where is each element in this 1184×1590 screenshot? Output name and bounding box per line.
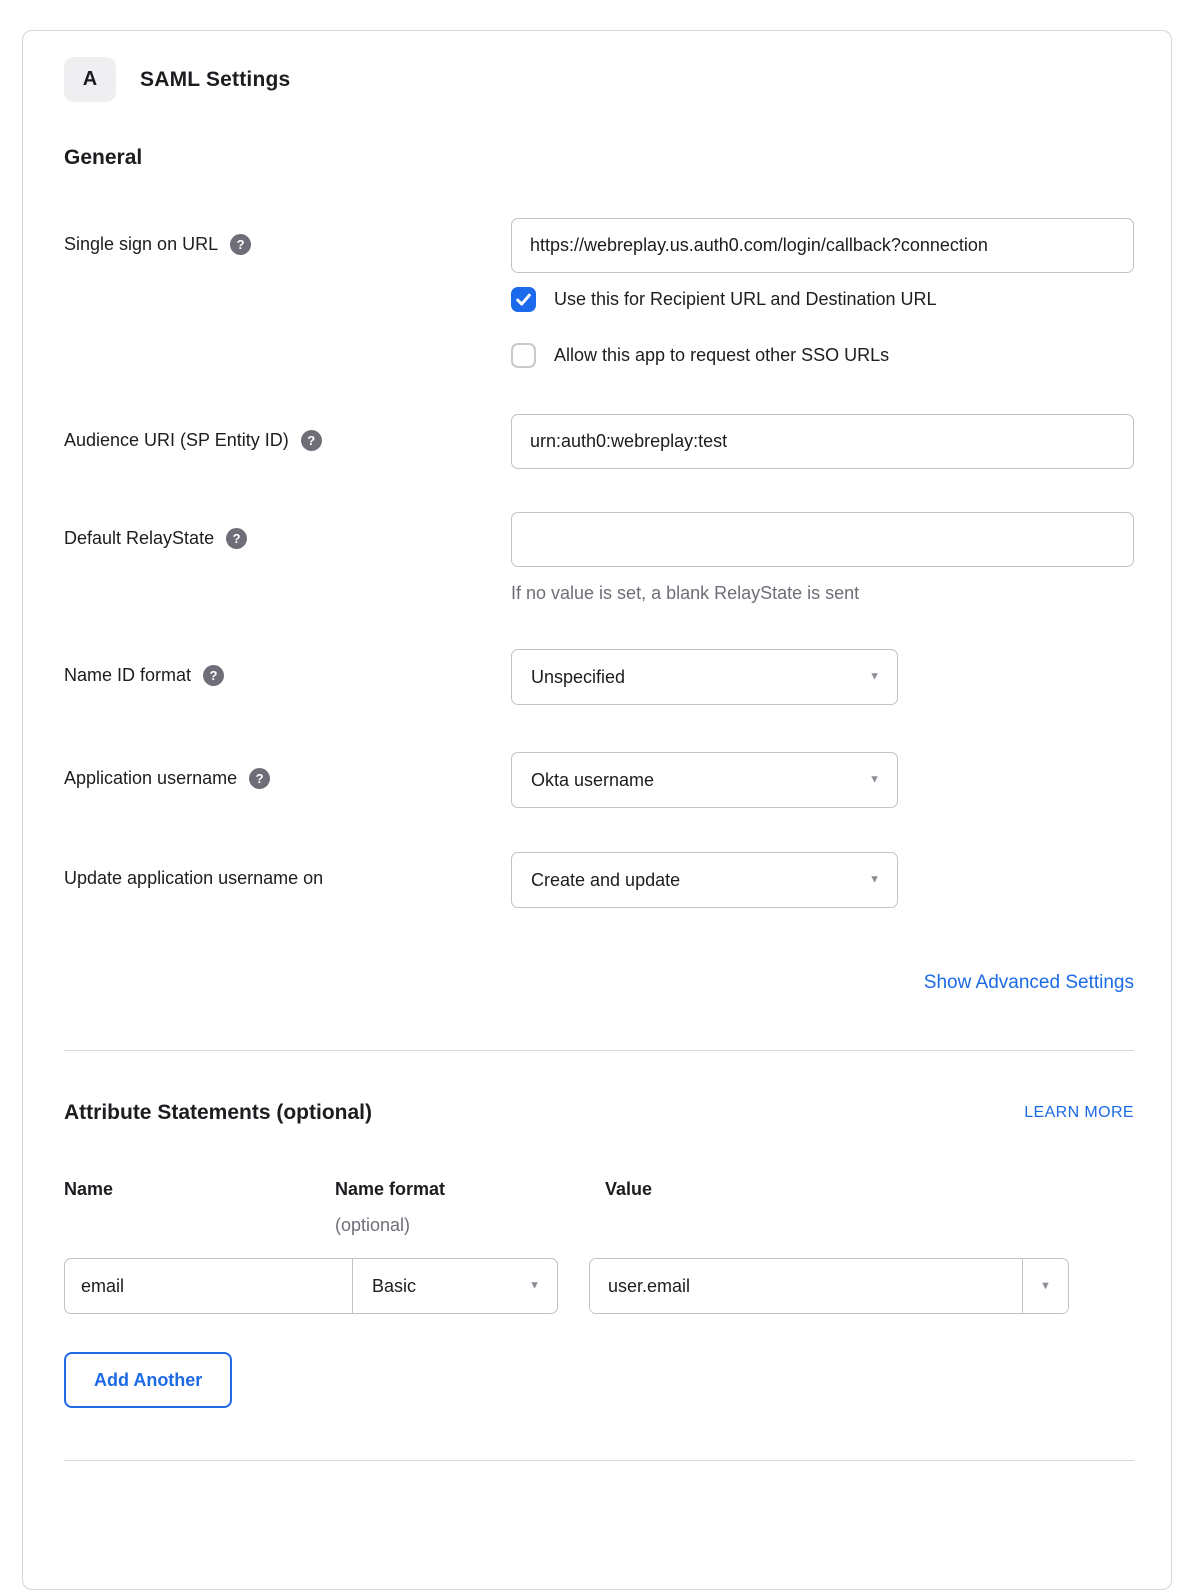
application-username-label-group	[64, 752, 511, 808]
bottom-divider	[64, 1460, 1134, 1461]
application-username-value: Okta username	[531, 769, 655, 790]
chevron-down-icon: ▼	[529, 1279, 540, 1292]
column-header-value: Value	[605, 1179, 653, 1199]
recipient-url-checkbox[interactable]	[511, 287, 536, 312]
column-header-name: Name	[64, 1179, 114, 1199]
name-id-format-value: Unspecified	[531, 666, 626, 687]
section-divider	[64, 1050, 1134, 1051]
other-sso-checkbox-row	[511, 343, 1134, 368]
name-id-format-label-group	[64, 649, 511, 705]
attribute-value-input[interactable]	[590, 1259, 1022, 1313]
attribute-name-input[interactable]	[64, 1258, 352, 1314]
attribute-value-dropdown-button[interactable]	[1022, 1259, 1068, 1313]
add-another-button[interactable]: Add Another	[64, 1352, 232, 1408]
recipient-url-checkbox-row	[511, 287, 1134, 312]
attribute-statements-heading: Attribute Statements (optional)	[64, 1101, 372, 1124]
chevron-down-icon: ▼	[869, 873, 880, 886]
name-id-format-select[interactable]	[511, 649, 898, 705]
help-icon[interactable]: ?	[301, 430, 322, 451]
panel-header	[64, 57, 1134, 102]
relay-state-row	[64, 512, 1134, 604]
attribute-name-format-select[interactable]	[352, 1258, 558, 1314]
recipient-url-checkbox-label: Use this for Recipient URL and Destination URL	[554, 289, 937, 309]
other-sso-checkbox-label: Allow this app to request other SSO URLs	[554, 345, 890, 365]
relay-state-input[interactable]	[511, 512, 1134, 567]
relay-state-label: Default RelayState	[64, 528, 215, 548]
learn-more-link[interactable]: LEARN MORE	[1024, 1104, 1134, 1121]
update-username-value: Create and update	[531, 869, 681, 890]
help-icon[interactable]: ?	[249, 768, 270, 789]
saml-settings-panel	[22, 30, 1172, 1590]
relay-state-label-group	[64, 512, 511, 604]
chevron-down-icon: ▼	[869, 773, 880, 786]
help-icon[interactable]: ?	[226, 528, 247, 549]
column-header-name-format: Name format (optional)	[335, 1179, 605, 1236]
update-username-label: Update application username on	[64, 868, 324, 888]
chevron-down-icon: ▼	[869, 670, 880, 683]
audience-uri-row	[64, 414, 1134, 469]
relay-state-hint: If no value is set, a blank RelayState is sent	[511, 583, 860, 603]
application-username-select[interactable]	[511, 752, 898, 808]
audience-uri-input[interactable]	[511, 414, 1134, 469]
single-sign-on-label-group	[64, 218, 511, 368]
show-advanced-settings-link[interactable]: Show Advanced Settings	[923, 972, 1134, 993]
panel-title: SAML Settings	[140, 67, 291, 91]
step-badge: A	[64, 57, 116, 102]
attribute-name-format-value: Basic	[372, 1275, 417, 1296]
general-heading: General	[64, 146, 143, 169]
single-sign-on-label: Single sign on URL	[64, 234, 219, 254]
check-icon	[515, 291, 532, 308]
audience-uri-label: Audience URI (SP Entity ID)	[64, 430, 289, 450]
name-id-format-row	[64, 649, 1134, 705]
application-username-label: Application username	[64, 768, 238, 788]
update-username-label-group	[64, 852, 511, 908]
audience-uri-label-group	[64, 414, 511, 469]
application-username-row	[64, 752, 1134, 808]
attribute-column-headers	[64, 1179, 1134, 1236]
single-sign-on-url-input[interactable]	[511, 218, 1134, 273]
name-id-format-label: Name ID format	[64, 665, 192, 685]
update-username-select[interactable]	[511, 852, 898, 908]
attribute-statement-row	[64, 1258, 1134, 1314]
update-username-row	[64, 852, 1134, 908]
other-sso-checkbox[interactable]	[511, 343, 536, 368]
attribute-statements-header	[64, 1101, 1134, 1125]
help-icon[interactable]: ?	[203, 665, 224, 686]
column-header-optional-note: (optional)	[335, 1215, 411, 1235]
help-icon[interactable]: ?	[230, 234, 251, 255]
attribute-value-group	[589, 1258, 1069, 1314]
chevron-down-icon: ▼	[1040, 1280, 1051, 1292]
single-sign-on-row	[64, 218, 1134, 368]
